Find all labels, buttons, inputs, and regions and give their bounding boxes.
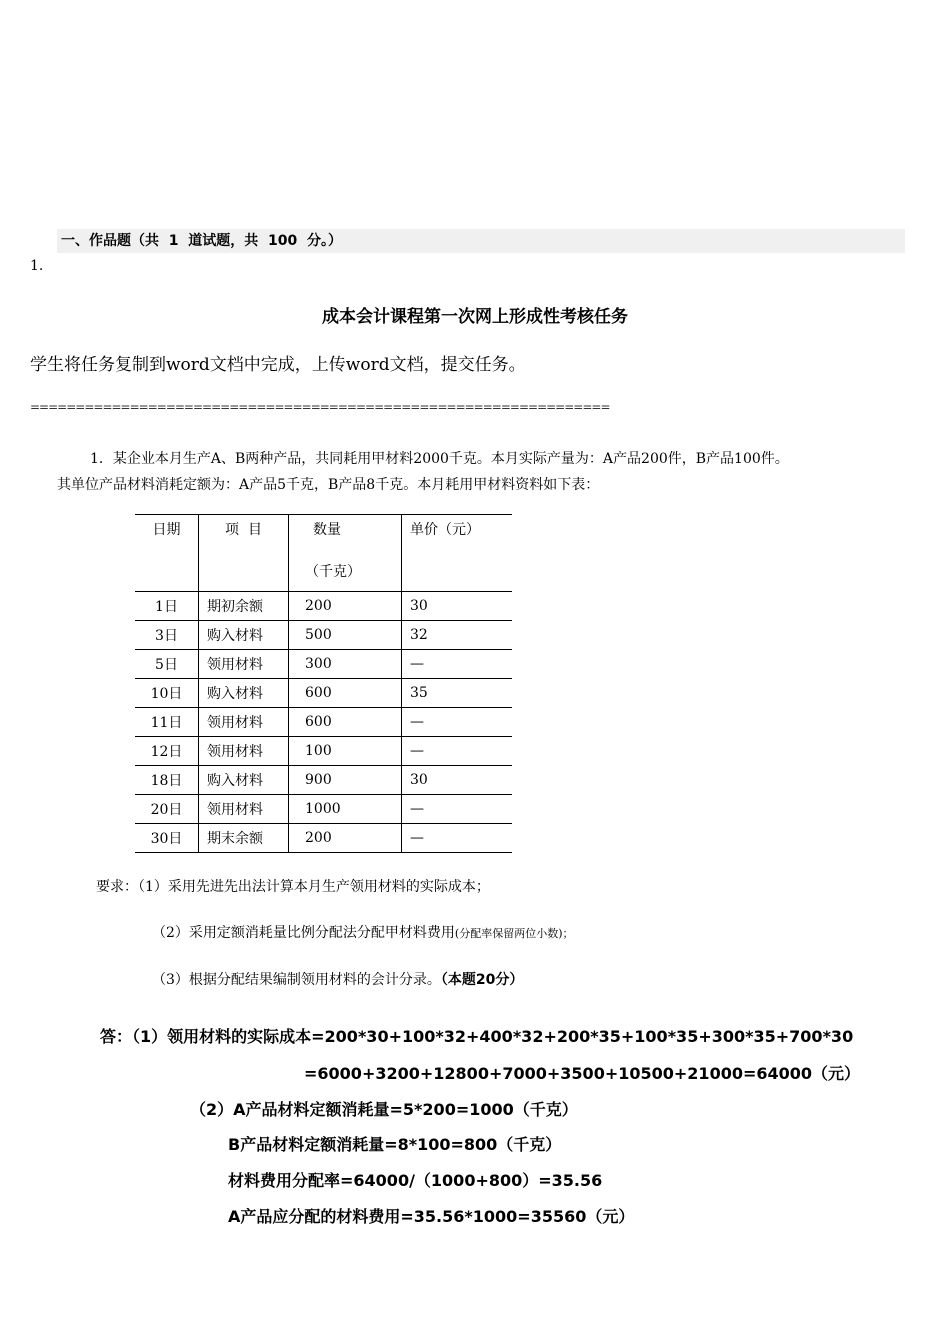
requirement-3 [152, 969, 523, 989]
table-row [135, 824, 512, 853]
cell-qty: 1000 [289, 795, 402, 824]
table-row [135, 679, 512, 708]
answer-line-5: 材料费用分配率=64000/（1000+800）=35.56 [228, 1171, 603, 1190]
cell-qty: 500 [289, 621, 402, 650]
cell-qty: 200 [289, 592, 402, 621]
requirement-2-note: (分配率保留两位小数)； [454, 927, 574, 940]
table-row [135, 766, 512, 795]
header-qty-label: 数量 [313, 522, 341, 538]
requirement-2-text: （2）采用定额消耗量比例分配法分配甲材料费用 [152, 925, 455, 941]
cell-date: 12日 [135, 737, 199, 766]
answer-line-6: A产品应分配的材料费用=35.56*1000=35560（元） [228, 1207, 635, 1226]
cell-qty: 900 [289, 766, 402, 795]
cell-price: — [402, 650, 513, 679]
cell-item: 领用材料 [199, 650, 289, 679]
answer-line-4: B产品材料定额消耗量=8*100=800（千克） [228, 1135, 562, 1154]
header-item-label: 项 目 [225, 522, 262, 538]
cell-qty: 200 [289, 824, 402, 853]
cell-date: 30日 [135, 824, 199, 853]
cell-qty: 100 [289, 737, 402, 766]
answer-line-3: （2）A产品材料定额消耗量=5*200=1000（千克） [190, 1100, 578, 1119]
requirement-1: 要求：（1）采用先进先出法计算本月生产领用材料的实际成本； [96, 879, 490, 895]
answer-line-2: =6000+3200+12800+7000+3500+10500+21000=64000（元） [304, 1064, 861, 1083]
cell-date: 20日 [135, 795, 199, 824]
cell-item: 期初余额 [199, 592, 289, 621]
cell-date: 1日 [135, 592, 199, 621]
document-title: 成本会计课程第一次网上形成性考核任务 [322, 307, 628, 327]
table-row [135, 621, 512, 650]
table-row [135, 708, 512, 737]
cell-item: 购入材料 [199, 621, 289, 650]
header-qty [289, 515, 402, 592]
requirement-2 [152, 922, 574, 942]
cell-item: 购入材料 [199, 766, 289, 795]
table-row [135, 795, 512, 824]
header-price: 单价（元） [402, 515, 513, 592]
separator-line: ================================================================ [30, 400, 610, 414]
cell-date: 3日 [135, 621, 199, 650]
cell-price: 30 [402, 592, 513, 621]
problem-line-1: 1．某企业本月生产A、B两种产品，共同耗用甲材料2000千克。本月实际产量为：A产品200件，B产品100件。 [90, 451, 789, 467]
problem-statement [57, 446, 927, 498]
instruction-text: 学生将任务复制到word文档中完成，上传word文档，提交任务。 [30, 355, 526, 375]
material-table [135, 514, 512, 853]
requirement-3-text: （3）根据分配结果编制领用材料的会计分录。 [152, 972, 441, 988]
header-qty-unit: （千克） [305, 564, 361, 580]
table-row [135, 650, 512, 679]
header-item [199, 515, 289, 592]
cell-date: 10日 [135, 679, 199, 708]
cell-price: — [402, 824, 513, 853]
section-header: 一、作品题（共 1 道试题，共 100 分。） [57, 229, 905, 253]
cell-price: 32 [402, 621, 513, 650]
cell-qty: 300 [289, 650, 402, 679]
table-row [135, 592, 512, 621]
requirement-3-score: （本题20分） [440, 972, 524, 988]
cell-item: 领用材料 [199, 795, 289, 824]
header-date: 日期 [135, 515, 199, 592]
table-header-row [135, 515, 512, 592]
cell-date: 5日 [135, 650, 199, 679]
cell-price: — [402, 708, 513, 737]
cell-item: 领用材料 [199, 737, 289, 766]
cell-qty: 600 [289, 708, 402, 737]
cell-date: 11日 [135, 708, 199, 737]
cell-price: — [402, 795, 513, 824]
problem-line-2: 其单位产品材料消耗定额为：A产品5千克，B产品8千克。本月耗用甲材料资料如下表： [57, 477, 600, 493]
cell-item: 领用材料 [199, 708, 289, 737]
cell-price: — [402, 737, 513, 766]
cell-date: 18日 [135, 766, 199, 795]
table-row [135, 737, 512, 766]
cell-item: 购入材料 [199, 679, 289, 708]
cell-price: 35 [402, 679, 513, 708]
cell-price: 30 [402, 766, 513, 795]
answer-line-1: 答：（1）领用材料的实际成本=200*30+100*32+400*32+200*35+100*35+300*35+700*30 [100, 1027, 854, 1046]
question-number: 1. [30, 258, 44, 274]
cell-item: 期末余额 [199, 824, 289, 853]
cell-qty: 600 [289, 679, 402, 708]
